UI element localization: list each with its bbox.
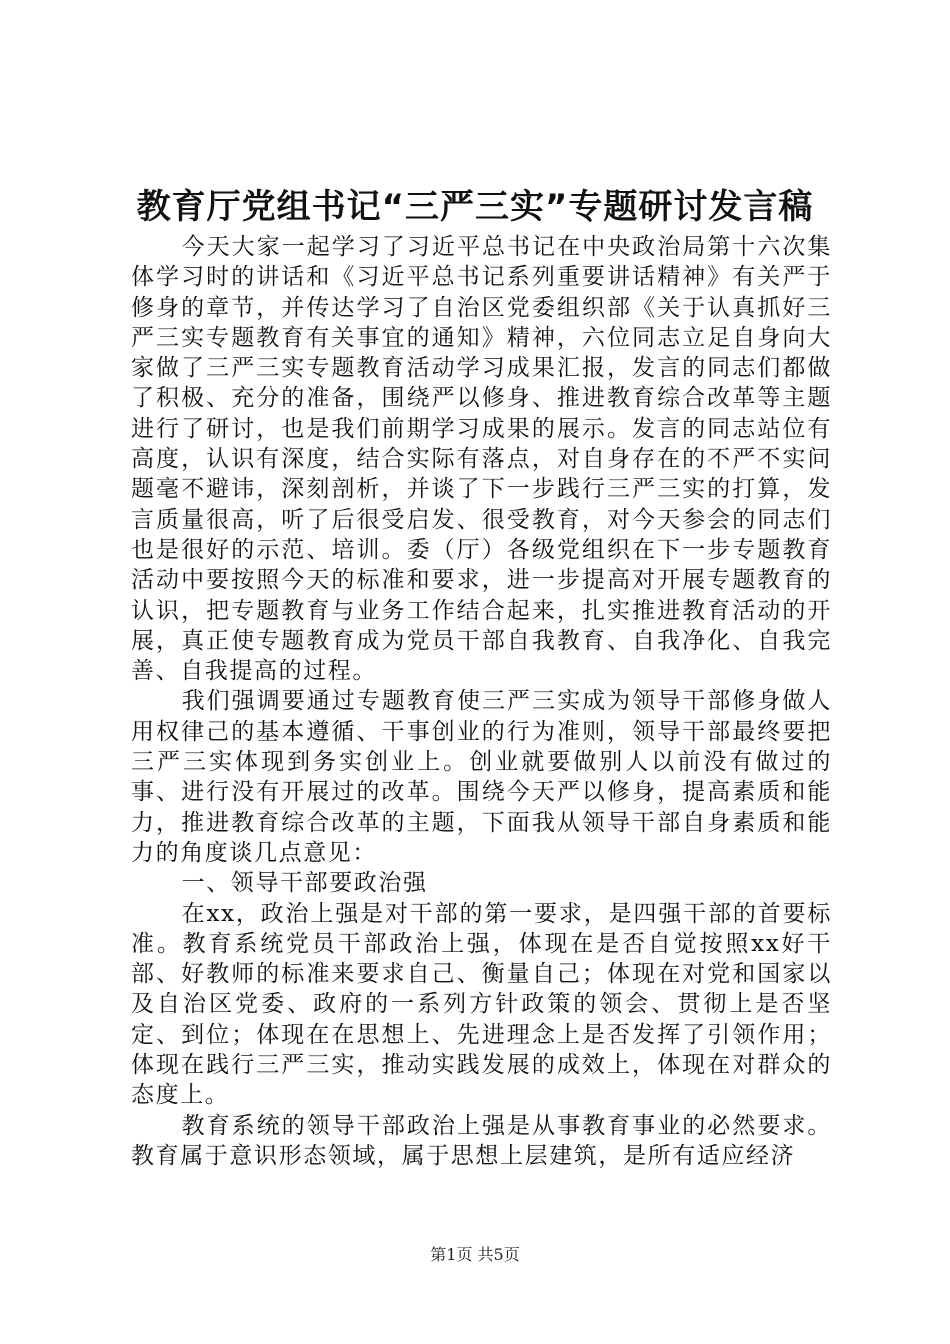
document-title: 教育厅党组书记“三严三实”专题研讨发言稿 bbox=[136, 187, 814, 227]
paragraph-education-requirement: 教育系统的领导干部政治上强是从事教育事业的必然要求。教育属于意识形态领域，属于思想上层建筑，是所有适应经济 bbox=[131, 1112, 832, 1169]
section-heading-political: 一、领导干部要政治强 bbox=[181, 870, 428, 897]
document-body bbox=[131, 232, 832, 1171]
paragraph-emphasis: 我们强调要通过专题教育使三严三实成为领导干部修身做人用权律己的基本遵循、干事创业的行为准则，领导干部最终要把三严三实体现到务实创业上。创业就要做别人以前没有做过的事、进行没有开展过的改革。围绕今天严以修身，提高素质和能力，推进教育综合改革的主题，下面我从领导干部自身素质和能力的角度谈几点意见： bbox=[131, 688, 832, 866]
page-number-footer: 第1页 共5页 bbox=[430, 1245, 520, 1264]
paragraph-opening: 今天大家一起学习了习近平总书记在中央政治局第十六次集体学习时的讲话和《习近平总书记系列重要讲话精神》有关严于修身的章节，并传达学习了自治区党委组织部《关于认真抓好三严三实专题教育有关事宜的通知》精神，六位同志立足自身向大家做了三严三实专题教育活动学习成果汇报，发言的同志们都做了积极、充分的准备，围绕严以修身、推进教育综合改革等主题进行了研讨，也是我们前期学习成果的展示。发言的同志站位有高度，认识有深度，结合实际有落点，对自身存在的不严不实问题毫不避讳，深刻剖析，并谈了下一步践行三严三实的打算，发言质量很高，听了后很受启发、很受教育，对今天参会的同志们也是很好的示范、培训。委（厅）各级党组织在下一步专题教育活动中要按照今天的标准和要求，进一步提高对开展专题教育的认识，把专题教育与业务工作结合起来，扎实推进教育活动的开展，真正使专题教育成为党员干部自我教育、自我净化、自我完善、自我提高的过程。 bbox=[131, 234, 832, 685]
paragraph-political-standard: 在xx，政治上强是对干部的第一要求，是四强干部的首要标准。教育系统党员干部政治上强，体现在是否自觉按照xx好干部、好教师的标准来要求自己、衡量自己；体现在对党和国家以及自治区党委、政府的一系列方针政策的领会、贯彻上是否坚定、到位；体现在在思想上、先进理念上是否发挥了引领作用；体现在践行三严三实，推动实践发展的成效上，体现在对群众的态度上。 bbox=[131, 900, 832, 1109]
